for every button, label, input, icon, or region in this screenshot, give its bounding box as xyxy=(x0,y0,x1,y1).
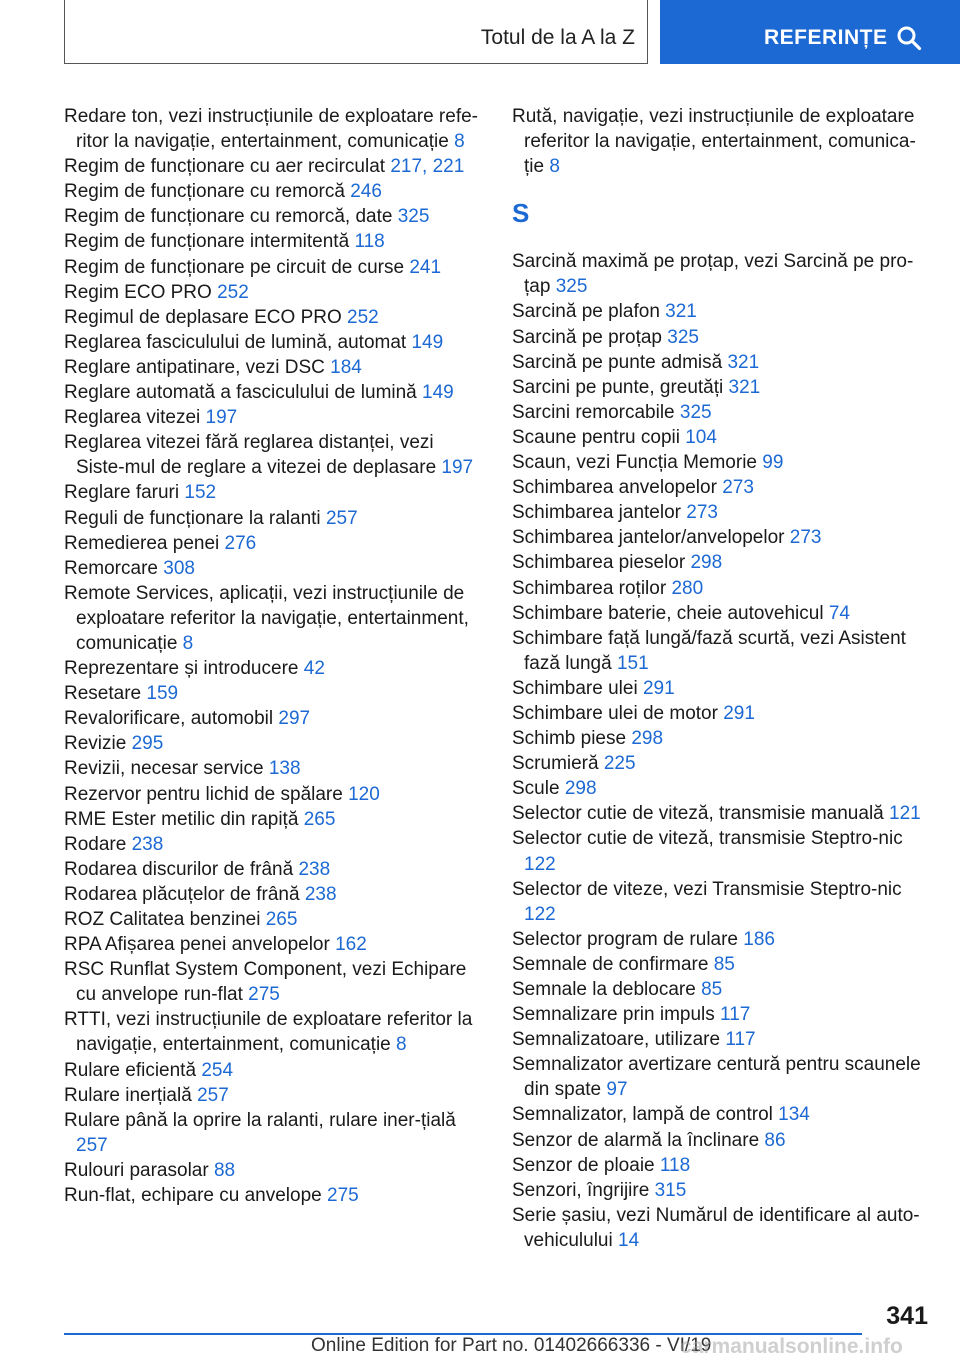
index-entry xyxy=(64,355,484,380)
index-entry xyxy=(64,807,484,832)
index-entry xyxy=(512,676,932,701)
index-term: Revalorificare, automobil xyxy=(64,708,274,730)
index-term: Sarcini remorcabile xyxy=(512,401,675,423)
index-term: Rodare xyxy=(64,833,127,855)
index-entry xyxy=(64,430,484,480)
index-term: Resetare xyxy=(64,683,142,705)
page-reference-link[interactable]: 88 xyxy=(213,1159,236,1181)
index-column-left xyxy=(64,104,484,1208)
index-term: Regim de funcționare pe circuit de curse xyxy=(64,256,405,278)
index-term: Rulare până la oprire la ralanti, rulare iner-țială xyxy=(64,1109,456,1131)
index-entry xyxy=(512,977,932,1002)
page-reference-link[interactable]: 120 xyxy=(348,783,380,805)
index-term: Regim ECO PRO xyxy=(64,281,212,303)
index-term: Schimbare baterie, cheie autovehicul xyxy=(512,602,824,624)
index-term: Run-flat, echipare cu anvelope xyxy=(64,1185,322,1207)
index-entry xyxy=(64,731,484,756)
page-reference-link[interactable]: 280 xyxy=(671,577,704,599)
page-reference-link[interactable]: 134 xyxy=(778,1104,810,1126)
references-tab-label: REFERINȚE xyxy=(764,26,888,49)
index-entry xyxy=(512,1153,932,1178)
page-reference-link[interactable]: 295 xyxy=(131,733,164,755)
index-entry xyxy=(64,832,484,857)
index-entry xyxy=(64,932,484,957)
index-term: Sarcină pe punte admisă xyxy=(512,351,723,373)
page-reference-link[interactable]: 265 xyxy=(265,909,298,930)
page-reference-link[interactable]: 117 xyxy=(720,1004,751,1026)
page-reference-link[interactable]: 238 xyxy=(131,833,164,855)
index-entry xyxy=(512,1178,932,1203)
index-entry xyxy=(512,249,932,299)
index-term: Regim de funcționare cu remorcă xyxy=(64,181,345,203)
index-term: Remorcare xyxy=(64,557,158,579)
index-term: Rodarea plăcuțelor de frână xyxy=(64,883,300,905)
index-entry xyxy=(512,751,932,776)
index-term: Rulare eficientă xyxy=(64,1059,197,1081)
page-reference-link[interactable]: 238 xyxy=(298,858,331,880)
search-icon[interactable] xyxy=(896,25,922,51)
index-term: Selector program de rulare xyxy=(512,928,738,950)
index-term: Schimbarea roților xyxy=(512,577,667,599)
page-reference-link[interactable]: 152 xyxy=(184,482,217,504)
page-reference-link[interactable]: 149 xyxy=(411,331,444,353)
index-entry xyxy=(64,480,484,505)
index-entry xyxy=(64,204,484,229)
page-reference-link[interactable]: 149 xyxy=(422,382,454,404)
page-reference-link[interactable]: 276 xyxy=(224,532,257,554)
index-entry xyxy=(512,601,932,626)
index-entry xyxy=(64,1158,484,1183)
index-entry xyxy=(64,957,484,1007)
index-entry xyxy=(512,826,932,876)
index-term: Semnalizare prin impuls xyxy=(512,1004,715,1026)
index-term: Selector cutie de viteză, transmisie Steptro-nic xyxy=(512,828,903,850)
index-entry xyxy=(64,1058,484,1083)
page-reference-link[interactable]: 325 xyxy=(397,206,430,228)
index-term: Semnale la deblocare xyxy=(512,979,696,1000)
page-reference-link[interactable]: 85 xyxy=(701,979,723,1000)
index-term: Schimbarea anvelopelor xyxy=(512,477,717,499)
index-term: Semnalizatoare, utilizare xyxy=(512,1029,721,1051)
index-entry xyxy=(64,1108,484,1158)
index-entry xyxy=(64,907,484,932)
page-reference-link[interactable]: 151 xyxy=(616,652,649,674)
index-term: Scrumieră xyxy=(512,753,599,775)
index-entry xyxy=(64,405,484,430)
index-entry xyxy=(512,1027,932,1052)
page-reference-link[interactable]: 298 xyxy=(564,778,597,800)
page-reference-link[interactable]: 122 xyxy=(524,903,556,925)
index-term: Schimbare ulei xyxy=(512,677,638,699)
index-entry xyxy=(512,927,932,952)
page-reference-link[interactable]: 321 xyxy=(665,301,697,323)
index-term: Regimul de deplasare ECO PRO xyxy=(64,306,342,328)
index-term: Senzori, îngrijire xyxy=(512,1179,650,1201)
index-entry xyxy=(64,681,484,706)
page-reference-link[interactable]: 252 xyxy=(217,281,249,303)
index-entry xyxy=(512,500,932,525)
index-entries-s xyxy=(512,249,932,1253)
index-entry xyxy=(64,656,484,681)
page-reference-link[interactable]: 138 xyxy=(268,758,301,780)
references-tab[interactable] xyxy=(660,0,960,64)
index-term: Reglarea fasciculului de lumină, automat xyxy=(64,331,407,353)
index-entry xyxy=(64,1083,484,1108)
page-reference-link[interactable]: 273 xyxy=(722,477,754,499)
page-reference-link[interactable]: 42 xyxy=(303,658,325,680)
index-entry xyxy=(64,782,484,807)
page-reference-link[interactable]: 291 xyxy=(642,677,675,699)
index-entry xyxy=(512,1002,932,1027)
index-entry xyxy=(512,776,932,801)
edition-note: Online Edition for Part no. 01402666336 - VI/19 xyxy=(311,1335,712,1356)
index-entry xyxy=(512,350,932,375)
index-term: RME Ester metilic din rapiță xyxy=(64,808,299,830)
index-term: Scule xyxy=(512,778,560,800)
page-reference-link[interactable]: 321 xyxy=(728,376,761,398)
watermark: carmanualsonline.info xyxy=(680,1335,903,1358)
page-number: 341 xyxy=(886,1302,928,1330)
page-reference-link[interactable]: 118 xyxy=(659,1154,691,1176)
index-entry xyxy=(64,330,484,355)
page-reference-link[interactable]: 257 xyxy=(325,507,358,529)
index-term: Revizii, necesar service xyxy=(64,758,264,780)
index-entry xyxy=(512,1052,932,1102)
page-reference-link[interactable]: 325 xyxy=(679,401,712,423)
index-entry xyxy=(512,450,932,475)
page-reference-link[interactable]: 273 xyxy=(789,527,822,549)
index-term: Rulare inerțială xyxy=(64,1084,192,1106)
index-entry xyxy=(512,400,932,425)
index-term: Selector de viteze, vezi Transmisie Steptro-nic xyxy=(512,878,902,900)
index-entry xyxy=(512,375,932,400)
page-reference-link[interactable]: 315 xyxy=(654,1179,687,1201)
page-reference-link[interactable]: 197 xyxy=(205,407,238,429)
page-reference-link[interactable]: 298 xyxy=(690,552,723,574)
index-term: Reglare faruri xyxy=(64,482,180,504)
index-term: Regim de funcționare intermitentă xyxy=(64,231,350,253)
index-entry xyxy=(512,877,932,927)
page-reference-link[interactable]: 325 xyxy=(555,276,588,298)
index-entry xyxy=(64,280,484,305)
page-reference-link[interactable]: 8 xyxy=(454,131,465,153)
index-entry xyxy=(512,1102,932,1127)
index-entry xyxy=(64,506,484,531)
page-reference-link[interactable]: 121 xyxy=(889,803,921,825)
section-title: Totul de la A la Z xyxy=(480,26,635,49)
page-reference-link[interactable]: 225 xyxy=(603,753,636,775)
page-reference-link[interactable]: 275 xyxy=(248,984,280,1006)
page-reference-link[interactable]: 298 xyxy=(631,728,664,750)
index-term: Scaune pentru copii xyxy=(512,426,680,448)
page-reference-link[interactable]: 241 xyxy=(409,256,442,278)
index-entry xyxy=(64,104,484,154)
index-term: Reguli de funcționare la ralanti xyxy=(64,507,321,529)
page-reference-link[interactable]: 246 xyxy=(350,181,382,203)
index-term: Schimbarea jantelor/anvelopelor xyxy=(512,527,785,549)
index-term: Schimbare față lungă/fază scurtă, vezi Asistent fază lungă xyxy=(512,627,906,674)
index-term: Semnalizator avertizare centură pentru scaunele din spate xyxy=(512,1054,921,1101)
page-reference-link[interactable]: 104 xyxy=(685,426,717,448)
page-reference-link[interactable]: 85 xyxy=(713,953,735,975)
page-reference-link[interactable]: 97 xyxy=(606,1079,628,1101)
index-term: Scaun, vezi Funcția Memorie xyxy=(512,452,757,474)
page-reference-link[interactable]: 8 xyxy=(549,156,560,178)
page-reference-link[interactable]: 252 xyxy=(347,306,379,328)
page-reference-link[interactable]: 14 xyxy=(618,1229,640,1251)
index-term: Revizie xyxy=(64,733,127,755)
index-term: Schimb piese xyxy=(512,728,627,750)
index-term: Regim de funcționare cu aer recirculat xyxy=(64,156,386,178)
index-entry xyxy=(64,1007,484,1057)
page-reference-link[interactable]: 117 xyxy=(725,1029,756,1051)
page-reference-link[interactable]: 238 xyxy=(304,883,337,905)
index-entry xyxy=(64,882,484,907)
page-reference-link[interactable]: 162 xyxy=(335,934,367,956)
index-entry xyxy=(512,1128,932,1153)
page-reference-link[interactable]: 186 xyxy=(743,928,775,950)
index-term: Rodarea discurilor de frână xyxy=(64,858,294,880)
index-term: Remedierea penei xyxy=(64,532,220,554)
index-entry xyxy=(512,626,932,676)
index-term: Remote Services, aplicații, vezi instrucțiunile de exploatare referitor la navigație, entertainment, comunicație xyxy=(64,582,469,654)
index-entry xyxy=(64,305,484,330)
page-reference-link[interactable]: 74 xyxy=(828,602,850,624)
page-reference-link[interactable]: 217, 221 xyxy=(390,156,465,178)
index-entry xyxy=(64,179,484,204)
index-entry xyxy=(512,952,932,977)
index-entry xyxy=(512,550,932,575)
index-entry xyxy=(512,525,932,550)
index-term: Reglarea vitezei xyxy=(64,407,201,429)
index-entry xyxy=(64,756,484,781)
page-reference-link[interactable]: 291 xyxy=(723,702,755,724)
index-term: Rulouri parasolar xyxy=(64,1159,209,1181)
index-term: Reglare automată a fasciculului de lumină xyxy=(64,382,417,404)
index-entry xyxy=(512,726,932,751)
page-reference-link[interactable]: 275 xyxy=(327,1185,359,1207)
index-entry xyxy=(64,154,484,179)
index-term: Schimbare ulei de motor xyxy=(512,702,718,724)
index-entry xyxy=(512,801,932,826)
index-entry xyxy=(512,104,932,179)
index-term: Senzor de alarmă la înclinare xyxy=(512,1129,760,1151)
index-term: Reprezentare și introducere xyxy=(64,658,299,680)
index-entry xyxy=(512,425,932,450)
index-term: Regim de funcționare cu remorcă, date xyxy=(64,206,393,228)
index-term: Redare ton, vezi instrucțiunile de exploatare refe-ritor la navigație, entertainment, comunicație xyxy=(64,106,479,153)
page-reference-link[interactable]: 308 xyxy=(163,557,195,579)
index-entry xyxy=(64,380,484,405)
page-reference-link[interactable]: 159 xyxy=(146,683,179,705)
index-entry xyxy=(512,576,932,601)
index-entry xyxy=(64,531,484,556)
index-term: ROZ Calitatea benzinei xyxy=(64,909,261,930)
index-entry xyxy=(512,325,932,350)
page-reference-link[interactable]: 184 xyxy=(330,356,362,378)
page-reference-link[interactable]: 118 xyxy=(354,231,385,253)
page-reference-link[interactable]: 254 xyxy=(201,1059,234,1081)
index-term: Sarcină pe plafon xyxy=(512,301,660,323)
index-term: Serie șasiu, vezi Numărul de identificare al auto-vehiculului xyxy=(512,1204,920,1251)
index-term: Senzor de ploaie xyxy=(512,1154,655,1176)
index-term: Reglare antipatinare, vezi DSC xyxy=(64,356,325,378)
index-entry xyxy=(64,857,484,882)
page-reference-link[interactable]: 122 xyxy=(524,853,556,875)
index-term: Semnale de confirmare xyxy=(512,953,709,975)
index-term: Sarcină maximă pe proțap, vezi Sarcină pe pro-țap xyxy=(512,251,914,298)
page-reference-link[interactable]: 99 xyxy=(762,452,784,474)
section-letter-heading: S xyxy=(512,198,530,229)
index-term: Rezervor pentru lichid de spălare xyxy=(64,783,343,805)
page-reference-link[interactable]: 297 xyxy=(278,708,311,730)
page-reference-link[interactable]: 257 xyxy=(197,1084,229,1106)
index-term: RPA Afișarea penei anvelopelor xyxy=(64,934,330,956)
page-reference-link[interactable]: 197 xyxy=(441,457,474,479)
index-term: Sarcină pe proțap xyxy=(512,326,662,348)
page-reference-link[interactable]: 8 xyxy=(396,1034,407,1056)
index-entries-r xyxy=(512,104,932,179)
index-term: Reglarea vitezei fără reglarea distanței, vezi Siste-mul de reglare a vitezei de deplasare xyxy=(64,432,437,479)
index-entry xyxy=(512,299,932,324)
index-entry xyxy=(512,475,932,500)
index-term: Sarcini pe punte, greutăți xyxy=(512,376,724,398)
page-reference-link[interactable]: 8 xyxy=(182,632,194,654)
index-entry xyxy=(64,556,484,581)
page-reference-link[interactable]: 325 xyxy=(667,326,699,348)
index-term: Semnalizator, lampă de control xyxy=(512,1104,773,1126)
page-reference-link[interactable]: 321 xyxy=(727,351,760,373)
index-entry xyxy=(512,701,932,726)
page-reference-link[interactable]: 86 xyxy=(764,1129,786,1151)
page-reference-link[interactable]: 257 xyxy=(76,1134,108,1156)
index-entry xyxy=(64,229,484,254)
index-term: RTTI, vezi instrucțiunile de exploatare referitor la navigație, entertainment, comunicație xyxy=(64,1009,473,1056)
index-entry xyxy=(64,706,484,731)
page-header xyxy=(0,0,960,66)
section-title-box xyxy=(64,0,648,64)
index-column-right xyxy=(512,104,932,1253)
index-term: Schimbarea jantelor xyxy=(512,502,681,524)
index-term: Selector cutie de viteză, transmisie manuală xyxy=(512,803,884,825)
index-term: RSC Runflat System Component, vezi Echipare cu anvelope run-flat xyxy=(64,959,467,1006)
page-reference-link[interactable]: 265 xyxy=(303,808,336,830)
index-entry xyxy=(512,1203,932,1253)
index-entry xyxy=(64,255,484,280)
index-entry xyxy=(64,1183,484,1208)
index-entry xyxy=(64,581,484,656)
index-term: Schimbarea pieselor xyxy=(512,552,686,574)
index-term: Rută, navigație, vezi instrucțiunile de exploatare referitor la navigație, entertainment, comunica-ție xyxy=(512,106,916,178)
page-reference-link[interactable]: 273 xyxy=(686,502,718,524)
